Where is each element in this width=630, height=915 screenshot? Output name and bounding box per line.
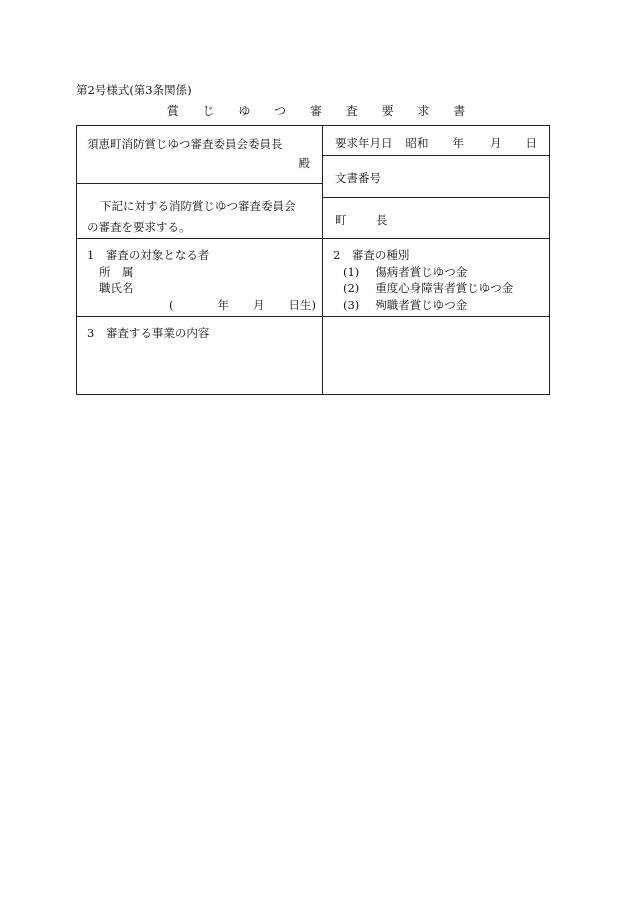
birth-date-line [87, 297, 322, 314]
document-number-label: 文書番号 [335, 171, 381, 185]
review-type-item [333, 297, 549, 314]
review-type-num: (3) [343, 297, 360, 312]
form-number: 第2号様式(第3条関係) [76, 83, 192, 97]
affiliation-label: 所 属 [99, 264, 134, 279]
review-type-label: 重度心身障害者賞じゆつ金 [375, 281, 514, 295]
project-content-blank-cell [323, 317, 550, 395]
review-type-num: (2) [343, 281, 360, 295]
birth-open-paren: ( [169, 297, 174, 312]
name-label: 職氏名 [99, 281, 134, 295]
review-type-label: 殉職者賞じゆつ金 [375, 297, 468, 312]
review-type-item [333, 280, 549, 297]
birth-month: 月 [253, 297, 265, 312]
request-date-day: 日 [525, 136, 537, 150]
request-date-era: 昭和 [405, 136, 429, 150]
subject-person-cell [77, 239, 323, 317]
mayor-label-chief: 長 [375, 213, 388, 227]
request-text-cell [77, 184, 323, 239]
document-number-cell [323, 156, 550, 198]
review-type-item [333, 264, 549, 281]
birth-year: 年 [217, 297, 229, 312]
mayor-label-town: 町 [335, 213, 347, 227]
section3-heading: 3 審査する事業の内容 [87, 326, 210, 340]
review-type-cell [323, 239, 550, 317]
mayor-cell [323, 198, 550, 239]
review-type-num: (1) [343, 264, 360, 279]
request-text-line2: の審査を要求する。 [87, 220, 191, 234]
addressee-cell [77, 126, 323, 184]
review-type-label: 傷病者賞じゆつ金 [375, 264, 468, 279]
project-content-cell [77, 317, 323, 395]
request-date-month: 月 [490, 136, 502, 150]
request-form-table [76, 125, 550, 395]
request-text-line1: 下記に対する消防賞じゆつ審査委員会 [100, 199, 296, 213]
section1-heading: 1 審査の対象となる者 [87, 248, 210, 262]
addressee-name: 須恵町消防賞じゆつ審査委員会委員長 [87, 137, 283, 151]
addressee-honorific: 殿 [298, 156, 310, 170]
request-date-year: 年 [452, 136, 464, 150]
request-date-cell [323, 126, 550, 156]
section2-heading: 2 審査の種別 [333, 248, 410, 262]
document-title: 賞 じ ゆ つ 審 査 要 求 書 [166, 104, 476, 118]
request-date-label: 要求年月日 [335, 136, 393, 150]
birth-day: 日生) [288, 297, 316, 312]
